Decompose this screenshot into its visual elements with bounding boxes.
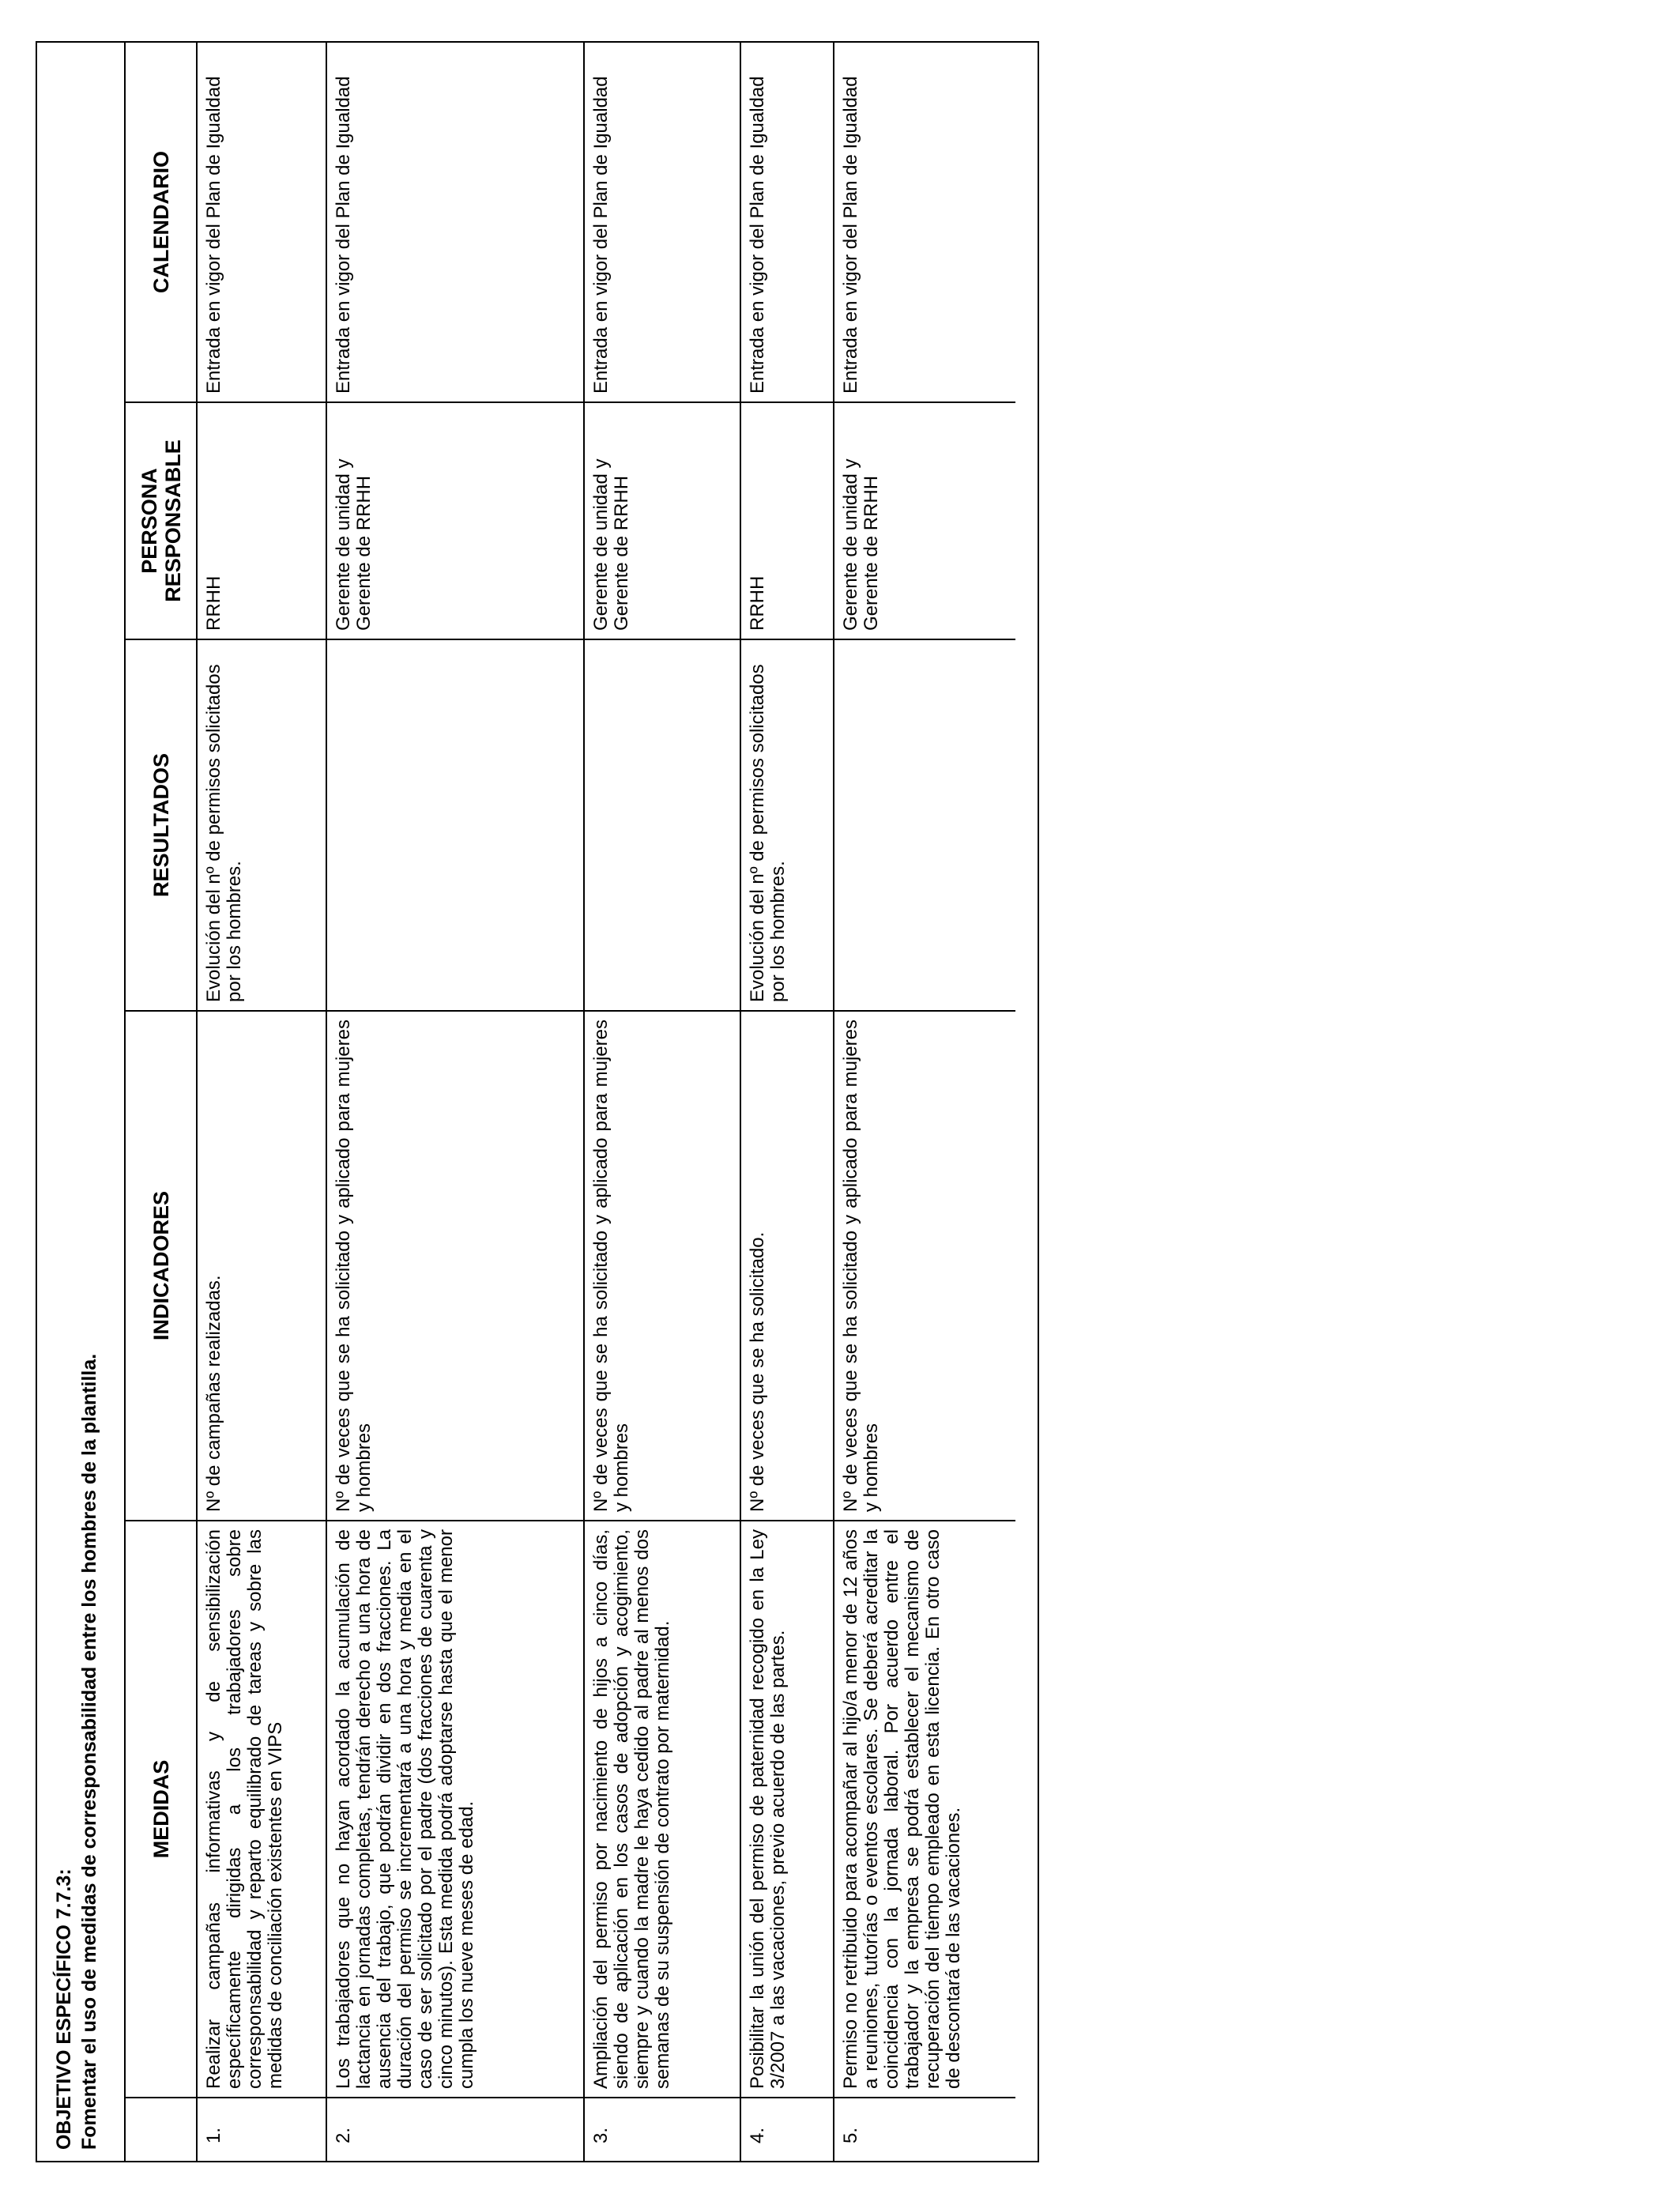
cell-calendario: Entrada en vigor del Plan de Igualdad: [584, 43, 740, 402]
table-header-row: [126, 43, 197, 2161]
cell-medida: Ampliación del permiso por nacimiento de hijos a cinco días, siendo de aplicación en los casos de adopción y acogimiento, siempre y cuando la madre le haya cedido al padre al menos dos semanas de su suspensión de contrato por maternidad.: [584, 1521, 740, 2098]
cell-medida: Permiso no retribuido para acompañar al hijo/a menor de 12 años a reuniones, tutorías o eventos escolares. Se deberá acreditar la coincidencia con la jornada laboral. Por acuerdo entre el trabajador y la empresa se podrá establecer el mecanismo de recuperación del tiempo empleado en esta licencia. En otro caso de descontará de las vacaciones.: [834, 1521, 1015, 2098]
cell-indicador: Nº de veces que se ha solicitado.: [740, 1011, 834, 1521]
cell-persona: Gerente de unidad y Gerente de RRHH: [326, 402, 584, 639]
cell-indicador: Nº de campañas realizadas.: [197, 1011, 326, 1521]
cell-indicador: Nº de veces que se ha solicitado y aplicado para mujeres y hombres: [584, 1011, 740, 1521]
objective-subtitle: Fomentar el uso de medidas de corresponsabilidad entre los hombres de la plantilla.: [78, 1353, 100, 2150]
cell-indicador: Nº de veces que se ha solicitado y aplicado para mujeres y hombres: [326, 1011, 584, 1521]
cell-resultado: Evolución del nº de permisos solicitados por los hombres.: [197, 639, 326, 1011]
cell-calendario: Entrada en vigor del Plan de Igualdad: [326, 43, 584, 402]
header-persona-responsable: PERSONA RESPONSABLE: [126, 402, 197, 639]
row-number: 3.: [584, 2098, 740, 2161]
cell-persona: RRHH: [197, 402, 326, 639]
table-row: [834, 43, 1015, 2161]
row-number: 5.: [834, 2098, 1015, 2161]
cell-calendario: Entrada en vigor del Plan de Igualdad: [740, 43, 834, 402]
cell-resultado: [584, 639, 740, 1011]
cell-persona: Gerente de unidad y Gerente de RRHH: [584, 402, 740, 639]
cell-resultado: Evolución del nº de permisos solicitados por los hombres.: [740, 639, 834, 1011]
objective-title: OBJETIVO ESPECÍFICO 7.7.3:: [53, 1868, 75, 2150]
cell-persona: RRHH: [740, 402, 834, 639]
table-row: [740, 43, 834, 2161]
cell-medida: Posibilitar la unión del permiso de paternidad recogido en la Ley 3/2007 a las vacaciones, previo acuerdo de las partes.: [740, 1521, 834, 2098]
cell-calendario: Entrada en vigor del Plan de Igualdad: [834, 43, 1015, 402]
row-number: 2.: [326, 2098, 584, 2161]
cell-calendario: Entrada en vigor del Plan de Igualdad: [197, 43, 326, 402]
header-resultados: RESULTADOS: [126, 639, 197, 1011]
header-num: [126, 2098, 197, 2161]
row-number: 4.: [740, 2098, 834, 2161]
header-calendario: CALENDARIO: [126, 43, 197, 402]
table-row: [197, 43, 326, 2161]
cell-indicador: Nº de veces que se ha solicitado y aplicado para mujeres y hombres: [834, 1011, 1015, 1521]
objective-header: [37, 43, 126, 2161]
cell-resultado: [326, 639, 584, 1011]
header-indicadores: INDICADORES: [126, 1011, 197, 1521]
header-medidas: MEDIDAS: [126, 1521, 197, 2098]
row-number: 1.: [197, 2098, 326, 2161]
cell-medida: Los trabajadores que no hayan acordado la acumulación de lactancia en jornadas completas, tendrán derecho a una hora de ausencia del trabajo, que podrán dividir en dos fracciones. La duración del permiso se incrementará a una hora y media en el caso de ser solicitado por el padre (dos fracciones de cuarenta y cinco minutos). Esta medida podrá adoptarse hasta que el menor cumpla los nueve meses de edad.: [326, 1521, 584, 2098]
cell-persona: Gerente de unidad y Gerente de RRHH: [834, 402, 1015, 639]
measures-table: [126, 43, 1015, 2161]
table-row: [584, 43, 740, 2161]
objective-table-frame: [36, 41, 1039, 2162]
cell-medida: Realizar campañas informativas y de sensibilización específicamente dirigidas a los trabajadores sobre corresponsabilidad y reparto equilibrado de tareas y sobre las medidas de conciliación existentes en VIPS: [197, 1521, 326, 2098]
table-row: [326, 43, 584, 2161]
cell-resultado: [834, 639, 1015, 1011]
